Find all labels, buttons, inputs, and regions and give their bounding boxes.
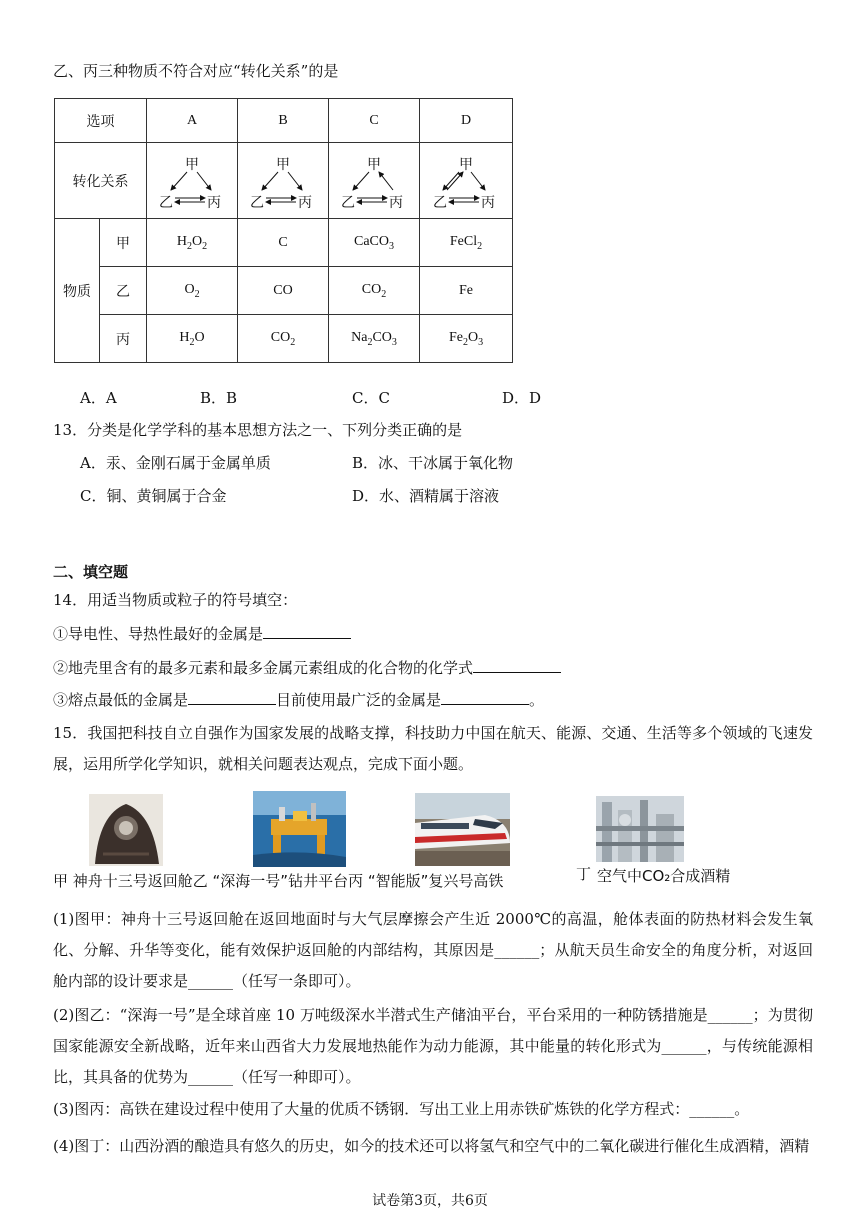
q15-part2: (2)图乙：“深海一号”是全球首座 10 万吨级深水半潜式生产储油平台，平台采用的一种防锈措施是______；为贯彻国家能源安全新战略，近年来山西省大力发展地热能作为动力能源，其中能量的转化形式为______，与传统能源相比，其具备的优势为______（任写一种即可）。 <box>53 1006 813 1086</box>
relation-diagram-b <box>238 143 329 219</box>
q13-option-b: B．冰、干冰属于氧化物 <box>352 454 514 472</box>
platform-image <box>253 791 346 867</box>
node-bing: 丙 <box>298 195 312 211</box>
q13-option-c: C．铜、黄铜属于合金 <box>80 487 227 505</box>
option-c: C <box>329 99 420 143</box>
q12-option-a: A．A <box>80 389 117 407</box>
node-bing: 丙 <box>389 195 403 211</box>
image-caption-co2: 空气中CO₂合成酒精 <box>597 867 731 885</box>
answer-blank[interactable] <box>441 690 529 705</box>
relation-diagram-c <box>329 143 420 219</box>
cell-b-bing: $CO_2$ <box>238 315 329 363</box>
intro-line: 乙、丙三种物质不符合对应“转化关系”的是 <box>53 62 339 80</box>
cell-c-yi: $CO_2$ <box>329 267 420 315</box>
option-d: D <box>420 99 513 143</box>
node-bing: 丙 <box>481 195 495 211</box>
cell-a-jia: $H_2O_2$ <box>147 219 238 267</box>
cell-c-bing: $Na_2CO_3$ <box>329 315 420 363</box>
answer-blank[interactable] <box>263 624 351 639</box>
node-yi: 乙 <box>433 195 447 211</box>
q15-stem: 15．我国把科技自立自强作为国家发展的战略支撑，科技助力中国在航天、能源、交通、生活等多个领域的飞速发展，运用所学化学知识，就相关问题表达观点，完成下面小题。 <box>53 724 813 773</box>
q13-stem: 13．分类是化学学科的基本思想方法之一、下列分类正确的是 <box>53 421 463 439</box>
node-jia: 甲 <box>276 157 290 173</box>
q14-item1-text: ①导电性、导热性最好的金属是 <box>53 625 264 643</box>
cell-a-yi: $O_2$ <box>147 267 238 315</box>
section-title: 二、填空题 <box>53 563 129 581</box>
substance-label: 物质 <box>55 219 100 363</box>
q14-item1 <box>53 624 351 644</box>
q14-item3 <box>53 690 544 710</box>
cell-b-jia: C <box>238 219 329 267</box>
node-jia: 甲 <box>185 157 199 173</box>
row-label-bing: 丙 <box>100 315 147 363</box>
relation-diagram-d <box>420 143 513 219</box>
cell-a-bing: $H_2O$ <box>147 315 238 363</box>
q14-item2 <box>53 658 561 678</box>
image-caption-main: 甲 神舟十三号返回舱乙 “深海一号”钻井平台丙 “智能版”复兴号高铁 <box>53 872 504 890</box>
cell-d-jia: FeCl$_2$ <box>420 219 513 267</box>
answer-blank[interactable] <box>473 658 561 673</box>
header-option-label: 选项 <box>55 99 147 143</box>
answer-blank[interactable] <box>188 690 276 705</box>
q14-item3b-text: 目前使用最广泛的金属是 <box>276 691 442 709</box>
cell-d-bing: $Fe_2O_3$ <box>420 315 513 363</box>
q12-option-b: B．B <box>200 389 238 407</box>
node-jia: 甲 <box>367 157 381 173</box>
node-bing: 丙 <box>207 195 221 211</box>
cell-c-jia: CaCO$_3$ <box>329 219 420 267</box>
row-label-yi: 乙 <box>100 267 147 315</box>
q15-part1: (1)图甲：神舟十三号返回舱在返回地面时与大气层摩擦会产生近 2000℃的高温，舱体表面的防热材料会发生氧化、分解、升华等变化，能有效保护返回舱的内部结构，其原因是______；从航天员生命安全的角度分析，对返回舱内部的设计要求是______（任写一条即可）。 <box>53 910 813 990</box>
train-image <box>415 793 510 866</box>
q13-option-a: A．汞、金刚石属于金属单质 <box>80 454 271 472</box>
q15-part3: (3)图丙：高铁在建设过程中使用了大量的优质不锈钢．写出工业上用赤铁矿炼铁的化学方程式：______。 <box>53 1100 750 1118</box>
q14-stem: 14．用适当物质或粒子的符号填空： <box>53 591 298 609</box>
node-yi: 乙 <box>341 195 355 211</box>
row-label-jia: 甲 <box>100 219 147 267</box>
cell-b-yi: CO <box>238 267 329 315</box>
capsule-image <box>89 794 163 866</box>
q13-option-d: D．水、酒精属于溶液 <box>352 487 500 505</box>
q14-item3a-text: ③熔点最低的金属是 <box>53 691 189 709</box>
option-b: B <box>238 99 329 143</box>
node-yi: 乙 <box>159 195 173 211</box>
q14-item2-text: ②地壳里含有的最多元素和最多金属元素组成的化合物的化学式 <box>53 659 474 677</box>
image-caption-ding: 丁 <box>576 865 592 883</box>
relation-diagram-a <box>147 143 238 219</box>
q15-part4: (4)图丁：山西汾酒的酿造具有悠久的历史，如今的技术还可以将氢气和空气中的二氧化碳进行催化生成酒精，酒精 <box>53 1137 810 1155</box>
q14-item3c-text: 。 <box>529 691 545 709</box>
cell-d-yi: Fe <box>420 267 513 315</box>
q12-option-d: D．D <box>502 389 542 407</box>
q12-option-c: C．C <box>352 389 390 407</box>
page-footer: 试卷第3页，共6页 <box>372 1193 488 1209</box>
node-jia: 甲 <box>459 157 473 173</box>
relation-label: 转化关系 <box>55 143 147 219</box>
node-yi: 乙 <box>250 195 264 211</box>
option-a: A <box>147 99 238 143</box>
conversion-table <box>54 98 513 363</box>
factory-image <box>596 796 684 862</box>
